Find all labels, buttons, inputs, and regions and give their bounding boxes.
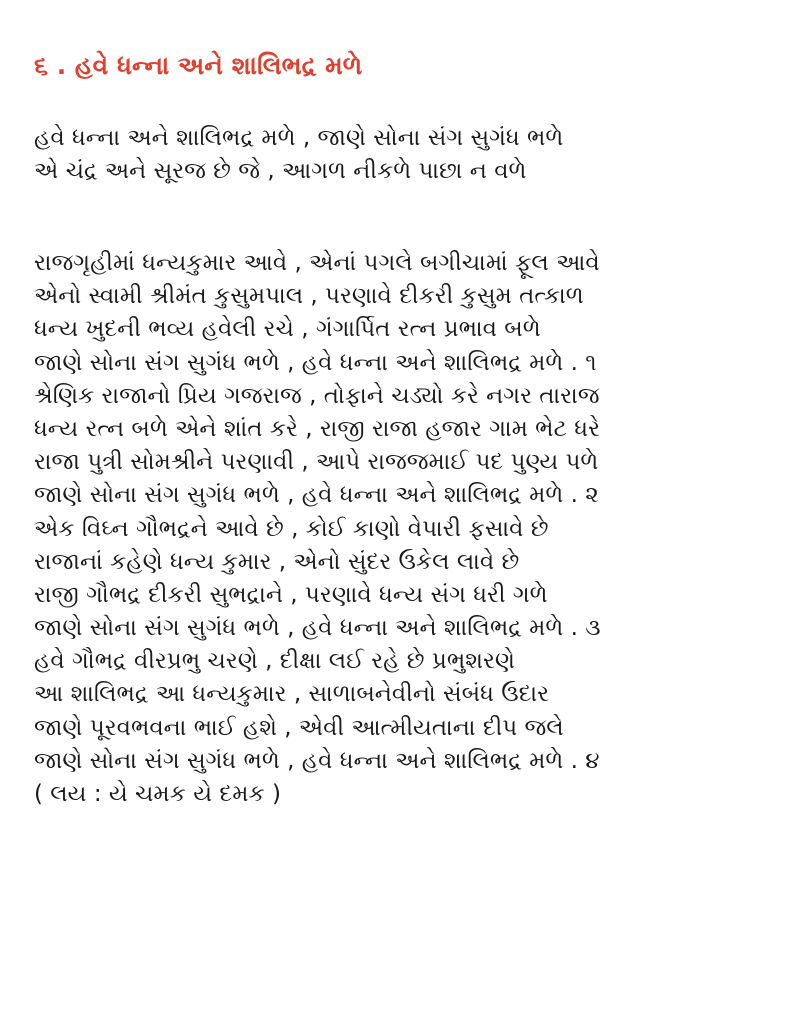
verse-line: એક વિઘ્ન ગૌભદ્રને આવે છે , કોઈ કાણો વેપારી ફસાવે છે [34, 515, 549, 542]
refrain-line: જાણે સોના સંગ સુગંધ ભળે , હવે ધન્ના અને શાલિભદ્ર મળે . ૧ [34, 349, 597, 376]
verse-line: રાજાનાં કહેણે ધન્ય કુમાર , એનો સુંદર ઉકેલ લાવે છે [34, 548, 520, 575]
verse-line: હવે ગૌભદ્ર વીરપ્રભુ ચરણે , દીક્ષા લઈ રહે છે પ્રભુશરણે [34, 648, 515, 675]
page-title: ૬ . હવે ધન્ના અને શાલિભદ્ર મળે [34, 51, 363, 80]
verse-line: રાજગૃહીમાં ધન્યકુમાર આવે , એનાં પગલે બગીચામાં ફૂલ આવે [34, 250, 600, 276]
intro-line: હવે ધન્ના અને શાલિભદ્ર મળે , જાણે સોના સંગ સુગંધ ભળે [34, 125, 564, 151]
verse-line: ધન્ય રત્ન બળે એને શાંત કરે , રાજી રાજા હજાર ગામ ભેટ ધરે [34, 415, 600, 442]
verses-block [34, 247, 601, 811]
refrain-line: જાણે સોના સંગ સુગંધ ભળે , હવે ધન્ના અને શાલિભદ્ર મળે . ૩ [34, 615, 601, 642]
verse-line: રાજી ગૌભદ્ર દીકરી સુભદ્રાને , પરણાવે ધન્ય સંગ ધરી ગળે [34, 581, 548, 608]
refrain-line: જાણે સોના સંગ સુગંધ ભળે , હવે ધન્ના અને શાલિભદ્ર મળે . ૨ [34, 482, 599, 509]
verse-line: રાજા પુત્રી સોમશ્રીને પરણાવી , આપે રાજજમાઈ પદ પુણ્ય પળે [34, 449, 599, 476]
tune-note: ( લય : યે ચમક યે દમક ) [34, 781, 281, 807]
intro-line: એ ચંદ્ર અને સૂરજ છે જે , આગળ નીકળે પાછા ન વળે [34, 158, 527, 185]
intro-stanza [34, 122, 563, 188]
verse-line: ધન્ય ખુદની ભવ્ય હવેલી રચે , ગંગાર્પિત રત્ન પ્રભાવ બળે [34, 316, 541, 343]
refrain-line: જાણે સોના સંગ સુગંધ ભળે , હવે ધન્ના અને શાલિભદ્ર મળે . ૪ [34, 747, 600, 774]
verse-line: શ્રેણિક રાજાનો પ્રિય ગજરાજ , તોફાને ચડ્યો કરે નગર તારાજ [34, 382, 600, 409]
verse-line: જાણે પૂરવભવના ભાઈ હશે , એવી આત્મીયતાના દીપ જલે [34, 714, 564, 741]
verse-line: એનો સ્વામી શ્રીમંત કુસુમપાલ , પરણાવે દીકરી કુસુમ તત્કાળ [34, 283, 584, 310]
verse-line: આ શાલિભદ્ર આ ધન્યકુમાર , સાળાબનેવીનો સંબંધ ઉદાર [34, 681, 550, 708]
